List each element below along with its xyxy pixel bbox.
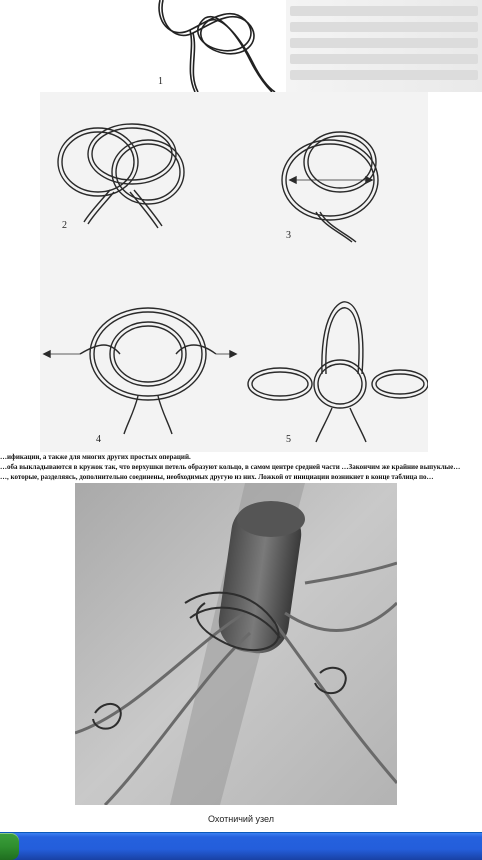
hunting-knot-photo bbox=[75, 483, 397, 805]
faded-background-text bbox=[286, 0, 482, 92]
figure-number-5: 5 bbox=[286, 434, 291, 445]
photo-caption: Охотничий узел bbox=[208, 814, 274, 824]
caption-text bbox=[0, 452, 482, 484]
figure-number-4: 4 bbox=[96, 434, 101, 445]
caption-line-3: …, которые, разделяясь, дополнительно соединены, необходимых другую из них. Ложкой от инициации возникнет в конце таблица по… bbox=[0, 473, 434, 481]
taskbar bbox=[0, 832, 482, 860]
figure-number-1: 1 bbox=[158, 76, 163, 87]
caption-line-1: …ификации, а также для многих других простых операций. bbox=[0, 453, 191, 461]
start-button[interactable] bbox=[0, 833, 19, 860]
figure-number-3: 3 bbox=[286, 230, 291, 241]
knot-illustration-plate bbox=[40, 92, 428, 452]
caption-line-2: …оба выкладываются в кружок так, что верхушки петель образуют кольцо, в самом центре средней части …Закончим же крайние выпуклые… bbox=[0, 463, 461, 471]
knot-figure-1 bbox=[150, 0, 290, 92]
figure-number-2: 2 bbox=[62, 220, 67, 231]
